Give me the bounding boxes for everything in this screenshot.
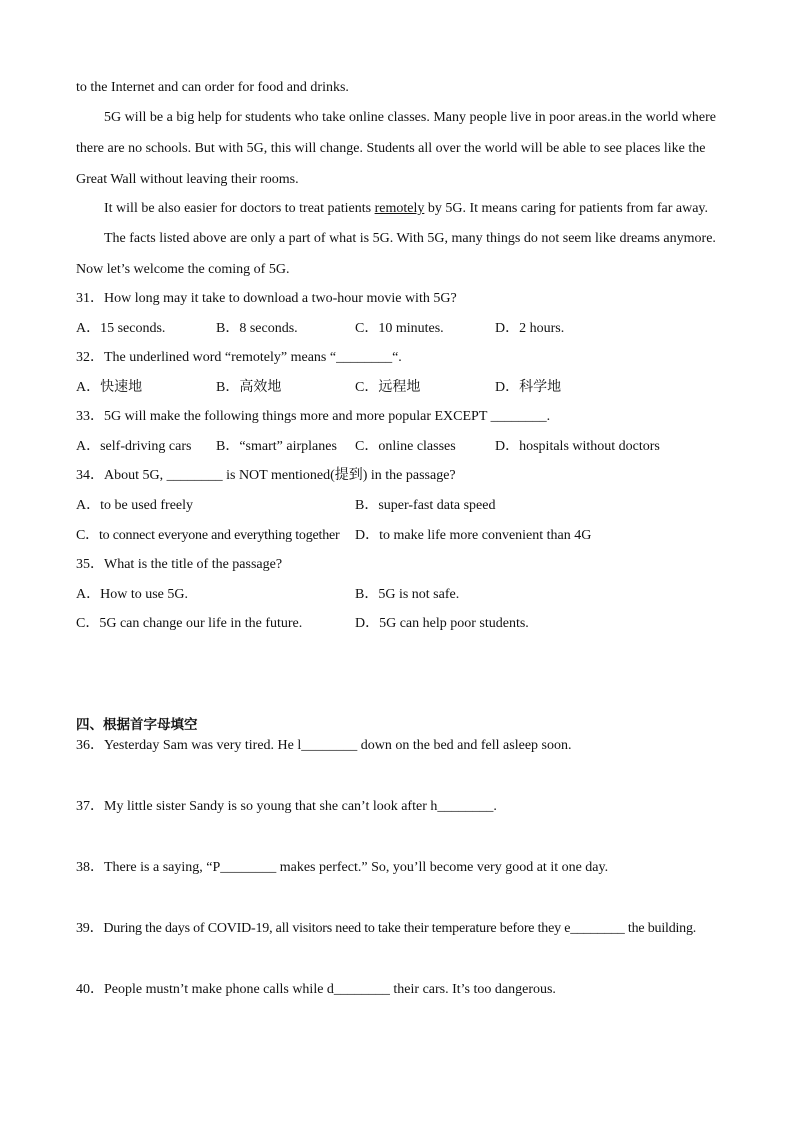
option-b: B．super-fast data speed bbox=[355, 498, 496, 513]
passage-line: 5G will be a big help for students who take online classes. Many people live in poor areas.in the world where bbox=[104, 110, 716, 125]
option-d: D．2 hours. bbox=[495, 321, 565, 336]
option-b: B．5G is not safe. bbox=[355, 587, 460, 602]
passage-text: It will be also easier for doctors to treat patients bbox=[104, 201, 375, 216]
fill-in-item: 38．There is a saying, “P________ makes perfect.” So, you’ll become very good at it one day. bbox=[76, 860, 609, 875]
option-d: D．hospitals without doctors bbox=[495, 439, 660, 454]
option-c: C．to connect everyone and everything together bbox=[76, 528, 340, 543]
option-d: D．5G can help poor students. bbox=[355, 616, 529, 631]
passage-line: there are no schools. But with 5G, this will change. Students all over the world will be able to see places like the bbox=[76, 141, 706, 156]
option-a: A．How to use 5G. bbox=[76, 587, 188, 602]
passage-line: Now let’s welcome the coming of 5G. bbox=[76, 262, 290, 277]
option-d: D．to make life more convenient than 4G bbox=[355, 528, 592, 543]
option-b: B．高效地 bbox=[216, 380, 282, 395]
fill-in-item: 39．During the days of COVID-19, all visitors need to take their temperature before they e________ the building. bbox=[76, 921, 697, 936]
fill-in-item: 37．My little sister Sandy is so young that she can’t look after h________. bbox=[76, 799, 497, 814]
option-c: C．10 minutes. bbox=[355, 321, 444, 336]
passage-line bbox=[104, 200, 708, 218]
option-a: A．to be used freely bbox=[76, 498, 194, 513]
fill-in-item: 36．Yesterday Sam was very tired. He l________ down on the bed and fell asleep soon. bbox=[76, 738, 572, 753]
passage-line: The facts listed above are only a part of what is 5G. With 5G, many things do not seem like dreams anymore. bbox=[104, 231, 716, 246]
option-b: B．8 seconds. bbox=[216, 321, 298, 336]
option-c: C．5G can change our life in the future. bbox=[76, 616, 303, 631]
option-a: A．快速地 bbox=[76, 380, 143, 395]
fill-in-item: 40．People mustn’t make phone calls while d________ their cars. It’s too dangerous. bbox=[76, 982, 556, 997]
question-stem: 32．The underlined word “remotely” means “________“. bbox=[76, 350, 402, 365]
passage-line: to the Internet and can order for food and drinks. bbox=[76, 80, 349, 95]
question-stem: 33．5G will make the following things more and more popular EXCEPT ________. bbox=[76, 409, 551, 424]
passage-text: by 5G. It means caring for patients from far away. bbox=[424, 201, 709, 216]
option-b: B．“smart” airplanes bbox=[216, 439, 337, 454]
passage-line: Great Wall without leaving their rooms. bbox=[76, 172, 299, 187]
option-c: C．远程地 bbox=[355, 380, 421, 395]
option-a: A．self-driving cars bbox=[76, 439, 192, 454]
option-c: C．online classes bbox=[355, 439, 456, 454]
option-d: D．科学地 bbox=[495, 380, 562, 395]
question-stem: 35．What is the title of the passage? bbox=[76, 557, 283, 572]
section-heading: 四、根据首字母填空 bbox=[76, 717, 198, 733]
option-a: A．15 seconds. bbox=[76, 321, 166, 336]
underlined-word: remotely bbox=[374, 201, 425, 216]
question-stem: 31．How long may it take to download a two-hour movie with 5G? bbox=[76, 291, 457, 306]
question-stem: 34．About 5G, ________ is NOT mentioned(提到) in the passage? bbox=[76, 468, 456, 483]
